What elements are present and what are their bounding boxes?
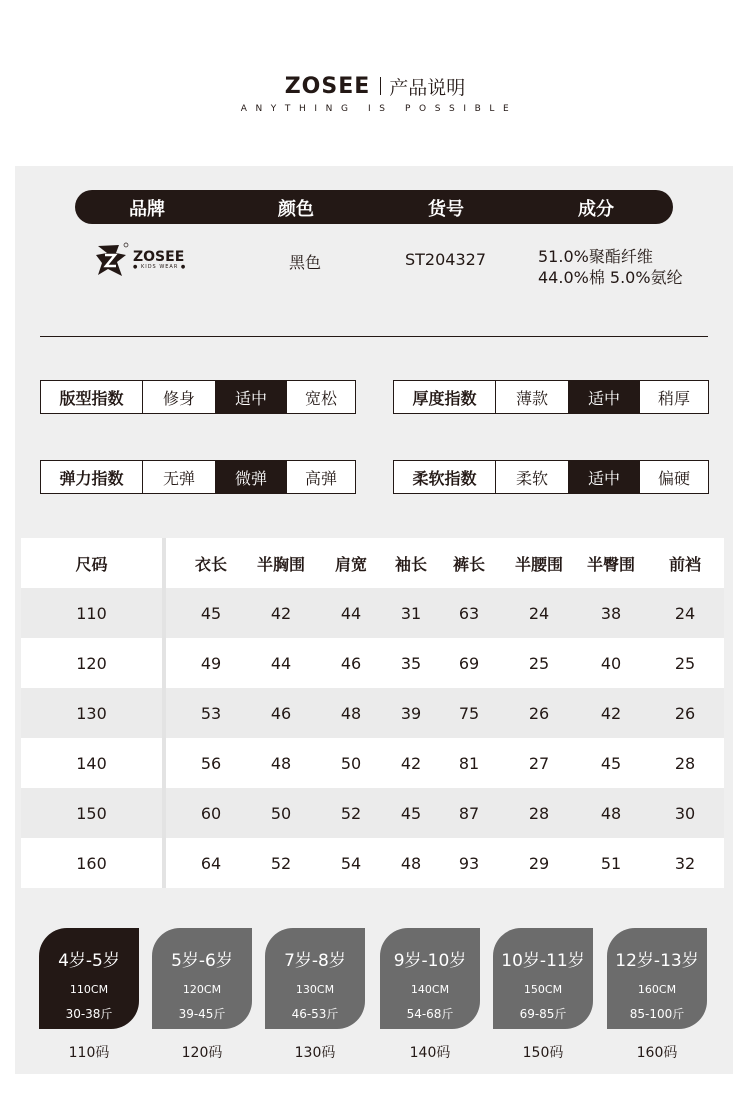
measurement-cell: 25: [528, 653, 550, 673]
measurement-cell: 31: [400, 603, 422, 623]
measurement-cell: 46: [270, 703, 292, 723]
badge-subtitle: ● KIDS WEAR ●: [133, 264, 187, 270]
age-range: 7岁-8岁: [284, 951, 346, 971]
elasticity-option-high: 高弹: [286, 461, 355, 493]
measurement-cell: 52: [340, 803, 362, 823]
measurement-cell: 50: [270, 803, 292, 823]
size-code-label: 130码: [294, 1045, 336, 1061]
brand-star-logo-icon: [95, 242, 129, 278]
size-cell: 160: [76, 853, 107, 873]
measurement-cell: 39: [400, 703, 422, 723]
measurement-cell: 24: [528, 603, 550, 623]
weight-range: 39-45斤: [178, 1007, 226, 1021]
measurement-cell: 52: [270, 853, 292, 873]
measurement-cell: 75: [458, 703, 480, 723]
age-range: 12岁-13岁: [615, 951, 699, 971]
measurement-cell: 48: [340, 703, 362, 723]
measurement-cell: 28: [528, 803, 550, 823]
table-header: 尺码: [75, 554, 108, 574]
measurement-cell: 45: [600, 753, 622, 773]
height-value: 130CM: [295, 983, 335, 996]
measurement-cell: 48: [400, 853, 422, 873]
measurement-cell: 25: [674, 653, 696, 673]
height-value: 120CM: [182, 983, 222, 996]
fit-option-slim: 修身: [142, 381, 215, 413]
table-row: [21, 638, 724, 688]
measurement-cell: 87: [458, 803, 480, 823]
size-cell: 150: [76, 803, 107, 823]
size-code-label: 150码: [522, 1045, 564, 1061]
spec-label-sku: 货号: [428, 199, 464, 220]
softness-option-soft: 柔软: [495, 461, 568, 493]
age-range: 9岁-10岁: [393, 951, 467, 971]
measurement-cell: 48: [270, 753, 292, 773]
sku-value: ST204327: [405, 250, 487, 269]
height-value: 160CM: [637, 983, 677, 996]
elasticity-option-slight: 微弹: [215, 461, 286, 493]
size-cell: 120: [76, 653, 107, 673]
size-code-label: 160码: [636, 1045, 678, 1061]
age-range: 4岁-5岁: [58, 951, 120, 971]
softness-index-label: 柔软指数: [412, 468, 477, 488]
thickness-index: [393, 380, 709, 414]
height-value: 150CM: [523, 983, 563, 996]
elasticity-index: [40, 460, 356, 494]
size-cell: 130: [76, 703, 107, 723]
weight-range: 54-68斤: [406, 1007, 454, 1021]
spec-label-color: 颜色: [278, 199, 314, 220]
product-info-panel: [15, 166, 733, 1074]
weight-range: 69-85斤: [519, 1007, 567, 1021]
table-header: 半腰围: [514, 554, 563, 574]
height-value: 140CM: [410, 983, 450, 996]
logo-line: [0, 72, 750, 100]
measurement-cell: 63: [458, 603, 480, 623]
table-row: [21, 838, 724, 888]
size-cell: 140: [76, 753, 107, 773]
brand-logo-text: ZOSEE: [284, 73, 371, 99]
measurement-cell: 26: [674, 703, 696, 723]
measurement-cell: 60: [200, 803, 222, 823]
spec-label-brand: 品牌: [129, 199, 165, 220]
table-header: 衣长: [194, 554, 227, 574]
fit-index: [40, 380, 356, 414]
measurement-cell: 32: [674, 853, 696, 873]
age-card: [152, 928, 252, 1029]
fit-option-loose: 宽松: [286, 381, 355, 413]
fit-option-regular: 适中: [215, 381, 286, 413]
table-header: 裤长: [452, 554, 485, 574]
age-card: [380, 928, 480, 1029]
page-title: 产品说明: [389, 76, 466, 99]
brand-badge: [95, 242, 186, 278]
measurement-cell: 45: [200, 603, 222, 623]
spec-header-bar: [75, 190, 673, 224]
measurement-cell: 24: [674, 603, 696, 623]
softness-index: [393, 460, 709, 494]
table-header: 半胸围: [256, 554, 305, 574]
measurement-cell: 51: [600, 853, 622, 873]
size-table: [21, 538, 724, 888]
section-divider: [40, 336, 708, 337]
elasticity-option-none: 无弹: [142, 461, 215, 493]
measurement-cell: 44: [270, 653, 292, 673]
measurement-cell: 64: [200, 853, 222, 873]
measurement-cell: 30: [674, 803, 696, 823]
measurement-cell: 46: [340, 653, 362, 673]
brand-badge-text: [133, 250, 186, 270]
age-card: [39, 928, 139, 1029]
fit-index-label: 版型指数: [59, 388, 124, 408]
measurement-cell: 93: [458, 853, 480, 873]
elasticity-index-label: 弹力指数: [59, 468, 124, 488]
measurement-cell: 69: [458, 653, 480, 673]
thickness-index-label: 厚度指数: [412, 388, 477, 408]
thickness-option-medium: 适中: [568, 381, 639, 413]
measurement-cell: 29: [528, 853, 550, 873]
spec-label-composition: 成分: [578, 199, 614, 220]
table-header: 前裆: [668, 554, 701, 574]
composition-line-2: 44.0%棉 5.0%氨纶: [538, 268, 683, 287]
table-body: [21, 588, 724, 888]
measurement-cell: 44: [340, 603, 362, 623]
table-row: [21, 788, 724, 838]
title-separator: [380, 77, 381, 95]
measurement-cell: 26: [528, 703, 550, 723]
age-range: 10岁-11岁: [501, 951, 585, 971]
thickness-option-thin: 薄款: [495, 381, 568, 413]
size-code-label: 120码: [181, 1045, 223, 1061]
weight-range: 30-38斤: [65, 1007, 113, 1021]
badge-brand-name: ZOSEE: [133, 249, 185, 265]
softness-option-firm: 偏硬: [639, 461, 708, 493]
measurement-cell: 56: [200, 753, 222, 773]
softness-option-medium: 适中: [568, 461, 639, 493]
age-card: [493, 928, 593, 1029]
age-range: 5岁-6岁: [171, 951, 233, 971]
measurement-cell: 42: [400, 753, 422, 773]
height-value: 110CM: [69, 983, 109, 996]
brand-slogan: ANYTHING IS POSSIBLE: [240, 104, 518, 114]
measurement-cell: 42: [270, 603, 292, 623]
thickness-option-thick: 稍厚: [639, 381, 708, 413]
measurement-cell: 35: [400, 653, 422, 673]
table-row: [21, 738, 724, 788]
measurement-cell: 48: [600, 803, 622, 823]
weight-range: 46-53斤: [291, 1007, 339, 1021]
measurement-cell: 50: [340, 753, 362, 773]
table-header: 半臀围: [586, 554, 635, 574]
measurement-cell: 49: [200, 653, 222, 673]
table-header-row: [21, 538, 724, 588]
weight-range: 85-100斤: [629, 1007, 685, 1021]
color-value: 黑色: [289, 253, 322, 272]
table-header: 肩宽: [334, 554, 367, 574]
age-card: [607, 928, 707, 1029]
size-cell: 110: [76, 603, 107, 623]
table-row: [21, 688, 724, 738]
table-row: [21, 588, 724, 638]
size-code-label: 140码: [409, 1045, 451, 1061]
measurement-cell: 28: [674, 753, 696, 773]
measurement-cell: 81: [458, 753, 480, 773]
measurement-cell: 42: [600, 703, 622, 723]
measurement-cell: 54: [340, 853, 362, 873]
size-code-label: 110码: [68, 1045, 110, 1061]
measurement-cell: 40: [600, 653, 622, 673]
spec-values-row: [15, 240, 733, 300]
composition-line-1: 51.0%聚酯纤维: [538, 247, 653, 266]
age-card: [265, 928, 365, 1029]
measurement-cell: 27: [528, 753, 550, 773]
table-header: 袖长: [394, 554, 427, 574]
measurement-cell: 45: [400, 803, 422, 823]
page-header: [0, 72, 750, 114]
size-column-separator: [162, 538, 166, 888]
measurement-cell: 53: [200, 703, 222, 723]
measurement-cell: 38: [600, 603, 622, 623]
